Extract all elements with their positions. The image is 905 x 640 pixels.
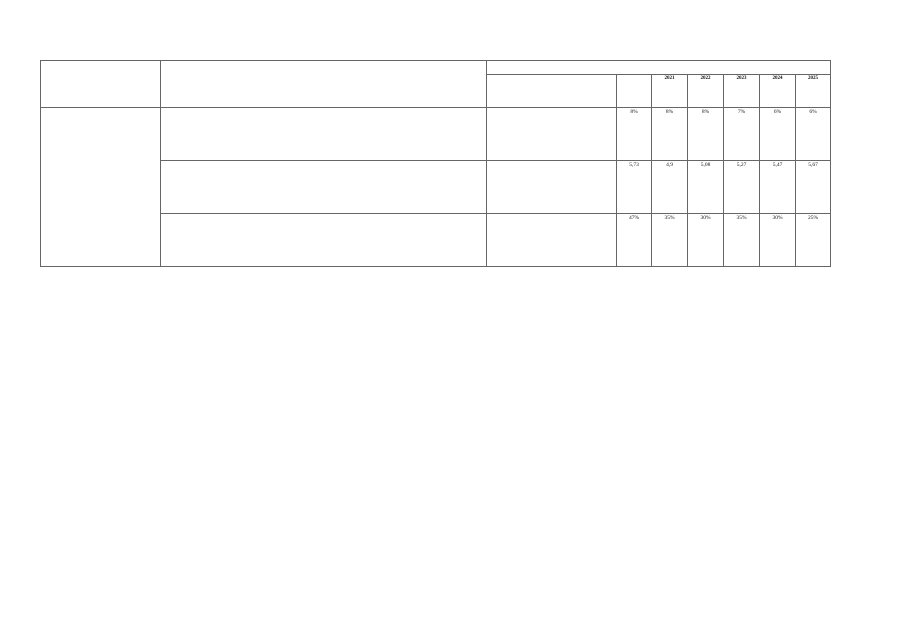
year-value: 6%: [796, 108, 831, 161]
year-value: 30%: [760, 214, 796, 267]
year-value: 5,47: [760, 161, 796, 214]
year-value: 6%: [760, 108, 796, 161]
year-value: 35%: [652, 214, 688, 267]
year-value: 5,08: [688, 161, 724, 214]
indicator-text: [487, 214, 617, 267]
year-value: 25%: [796, 214, 831, 267]
task-text: [161, 214, 487, 267]
goal-text: [41, 108, 161, 267]
header-year: 2025: [796, 75, 831, 108]
table-row: [41, 108, 831, 161]
header-year: 2021: [652, 75, 688, 108]
year-value: 8%: [688, 108, 724, 161]
header-year: 2022: [688, 75, 724, 108]
year-value: 8%: [652, 108, 688, 161]
indicator-text: [487, 161, 617, 214]
header-indicator-name: [487, 75, 617, 108]
year-value: 5,27: [724, 161, 760, 214]
header-base-value: [617, 75, 652, 108]
base-value: 5,73: [617, 161, 652, 214]
indicator-text: [487, 108, 617, 161]
task-text: [161, 161, 487, 214]
year-value: 4,9: [652, 161, 688, 214]
task-text: [161, 108, 487, 161]
goals-table: [40, 60, 831, 267]
base-value: 47%: [617, 214, 652, 267]
header-year: 2023: [724, 75, 760, 108]
year-value: 30%: [688, 214, 724, 267]
year-value: 7%: [724, 108, 760, 161]
header-year: 2024: [760, 75, 796, 108]
header-task: [161, 61, 487, 108]
base-value: 8%: [617, 108, 652, 161]
year-value: 35%: [724, 214, 760, 267]
header-indicator: [487, 61, 831, 75]
header-goal: [41, 61, 161, 108]
year-value: 5,67: [796, 161, 831, 214]
